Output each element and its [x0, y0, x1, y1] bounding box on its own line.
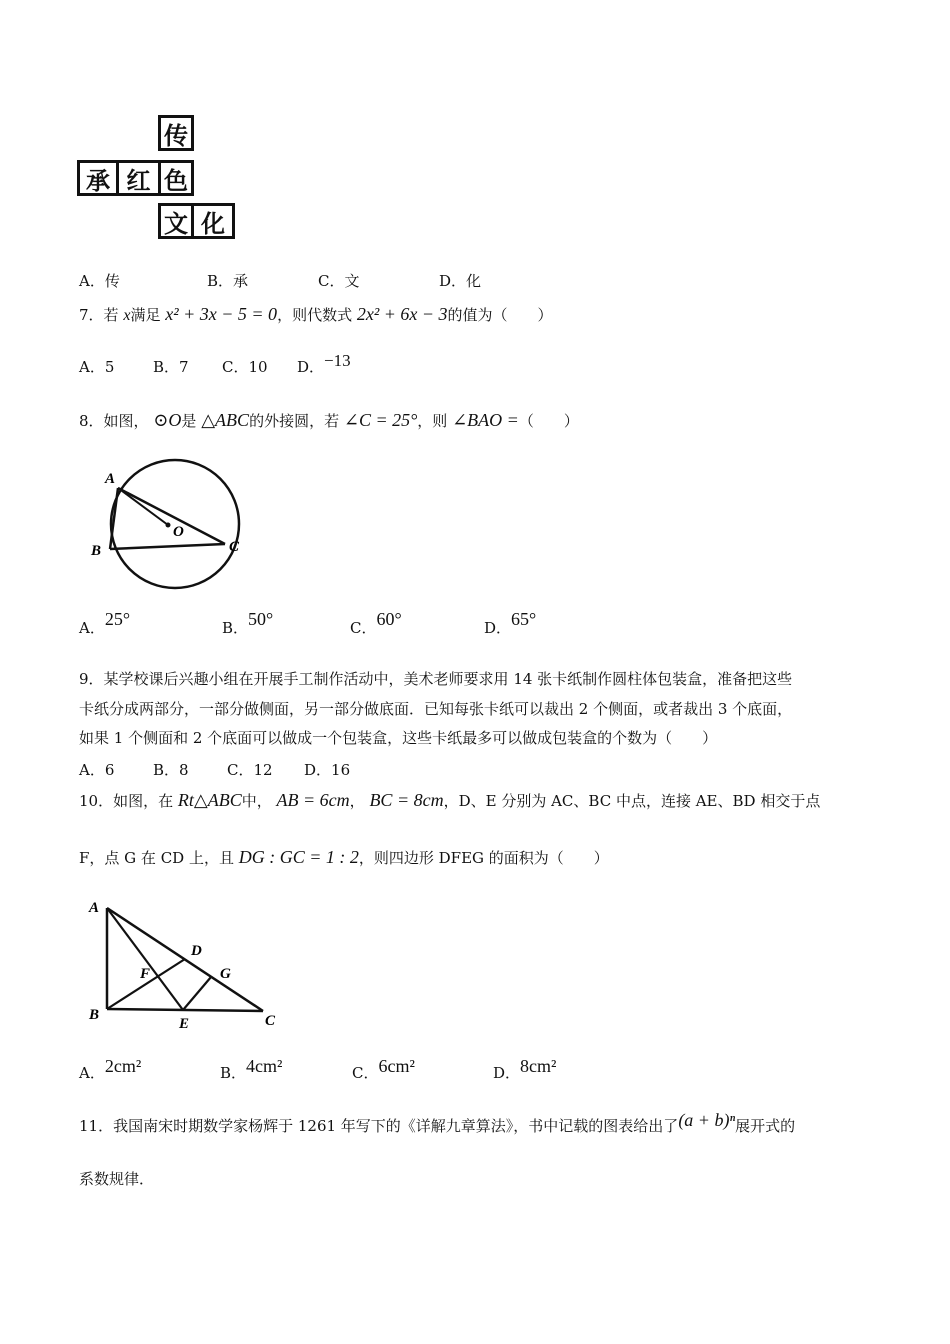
q8-option-a[interactable]: A．25° [79, 609, 131, 637]
q7-option-d[interactable]: D．−13 [297, 351, 351, 376]
q8-label-b: B [91, 543, 102, 559]
q8-segment-bc [110, 544, 225, 549]
q8-circle-figure [85, 455, 260, 600]
q9-stem-line-3: 如果 1 个侧面和 2 个底面可以做成一个包装盒，这些卡纸最多可以做成包装盒的个数为（ ） [79, 729, 718, 747]
cube-face-6: 化 [191, 203, 235, 239]
q8-stem: 8．如图， ⊙O是 △ABC的外接圆，若 ∠C = 25°，则 ∠BAO =（ ） [79, 410, 579, 430]
q10-option-d[interactable]: D．8cm² [493, 1056, 557, 1082]
q8-option-b[interactable]: B．50° [222, 609, 274, 637]
q10-segment-eg [183, 977, 211, 1010]
q10-label-a: A [89, 900, 100, 916]
q9-stem-line-1: 9．某学校课后兴趣小组在开展手工制作活动中，美术老师要求用 14 张卡纸制作圆柱体包装盒，准备把这些 [79, 670, 793, 688]
q8-segment-ao [118, 488, 168, 525]
q7-equation: x² + 3x − 5 = 0 [165, 304, 278, 324]
q6-option-a[interactable]: A．传 [79, 272, 120, 290]
q8-label-o: O [173, 524, 184, 540]
q6-option-c[interactable]: C．文 [318, 272, 360, 290]
q8-label-a: A [105, 471, 116, 487]
q10-option-c[interactable]: C．6cm² [352, 1056, 415, 1082]
q10-label-c: C [265, 1013, 276, 1029]
q10-triangle-figure [85, 895, 285, 1035]
cube-face-4: 色 [158, 160, 194, 196]
q11-stem-line-2: 系数规律． [79, 1170, 155, 1188]
q8-option-c[interactable]: C．60° [350, 609, 402, 637]
cube-face-5: 文 [158, 203, 194, 239]
q11-stem-line-1: 11．我国南宋时期数学家杨辉于 1261 年写下的《详解九章算法》，书中记载的图表给出了(a + b)ⁿ展开式的 [79, 1110, 796, 1135]
q7-option-a[interactable]: A．5 [79, 358, 115, 376]
q10-option-a[interactable]: A．2cm² [79, 1056, 142, 1082]
cube-face-2: 承 [77, 160, 119, 196]
cube-face-3: 红 [116, 160, 161, 196]
q10-label-f: F [140, 966, 151, 982]
q8-label-c: C [229, 539, 240, 555]
q10-label-e: E [179, 1016, 190, 1032]
q9-option-d[interactable]: D．16 [304, 761, 351, 779]
q7-option-c[interactable]: C．10 [222, 358, 268, 376]
q10-stem-line-2: F，点 G 在 CD 上，且 DG : GC = 1 : 2，则四边形 DFEG 的面积为（ ） [79, 847, 609, 867]
q7-stem: 7．若 x满足 x² + 3x − 5 = 0，则代数式 2x² + 6x − 3的值为（ ） [79, 304, 553, 324]
q7-option-b[interactable]: B．7 [153, 358, 189, 376]
q10-label-d: D [191, 943, 202, 959]
q9-option-c[interactable]: C．12 [227, 761, 273, 779]
q9-option-a[interactable]: A．6 [79, 761, 115, 779]
q9-option-b[interactable]: B．8 [153, 761, 189, 779]
cube-net-figure [77, 113, 237, 243]
q10-option-b[interactable]: B．4cm² [220, 1056, 283, 1082]
q6-option-d[interactable]: D．化 [439, 272, 482, 290]
q6-option-b[interactable]: B．承 [207, 272, 249, 290]
q8-option-d[interactable]: D．65° [484, 609, 537, 637]
q8-center-point [166, 523, 171, 528]
cube-face-1: 传 [158, 115, 194, 151]
q10-label-b: B [89, 1007, 100, 1023]
q7-expression: 2x² + 6x − 3 [356, 304, 448, 324]
q10-stem-line-1: 10．如图，在 Rt△ABC中， AB = 6cm， BC = 8cm，D、E 分别为 AC、BC 中点，连接 AE、BD 相交于点 [79, 790, 821, 810]
q8-segment-ac [118, 488, 225, 544]
q10-segment-ae [107, 908, 183, 1010]
q9-stem-line-2: 卡纸分成两部分，一部分做侧面，另一部分做底面．已知每张卡纸可以裁出 2 个侧面，或者裁出 3 个底面， [79, 700, 793, 718]
q10-label-g: G [220, 966, 231, 982]
